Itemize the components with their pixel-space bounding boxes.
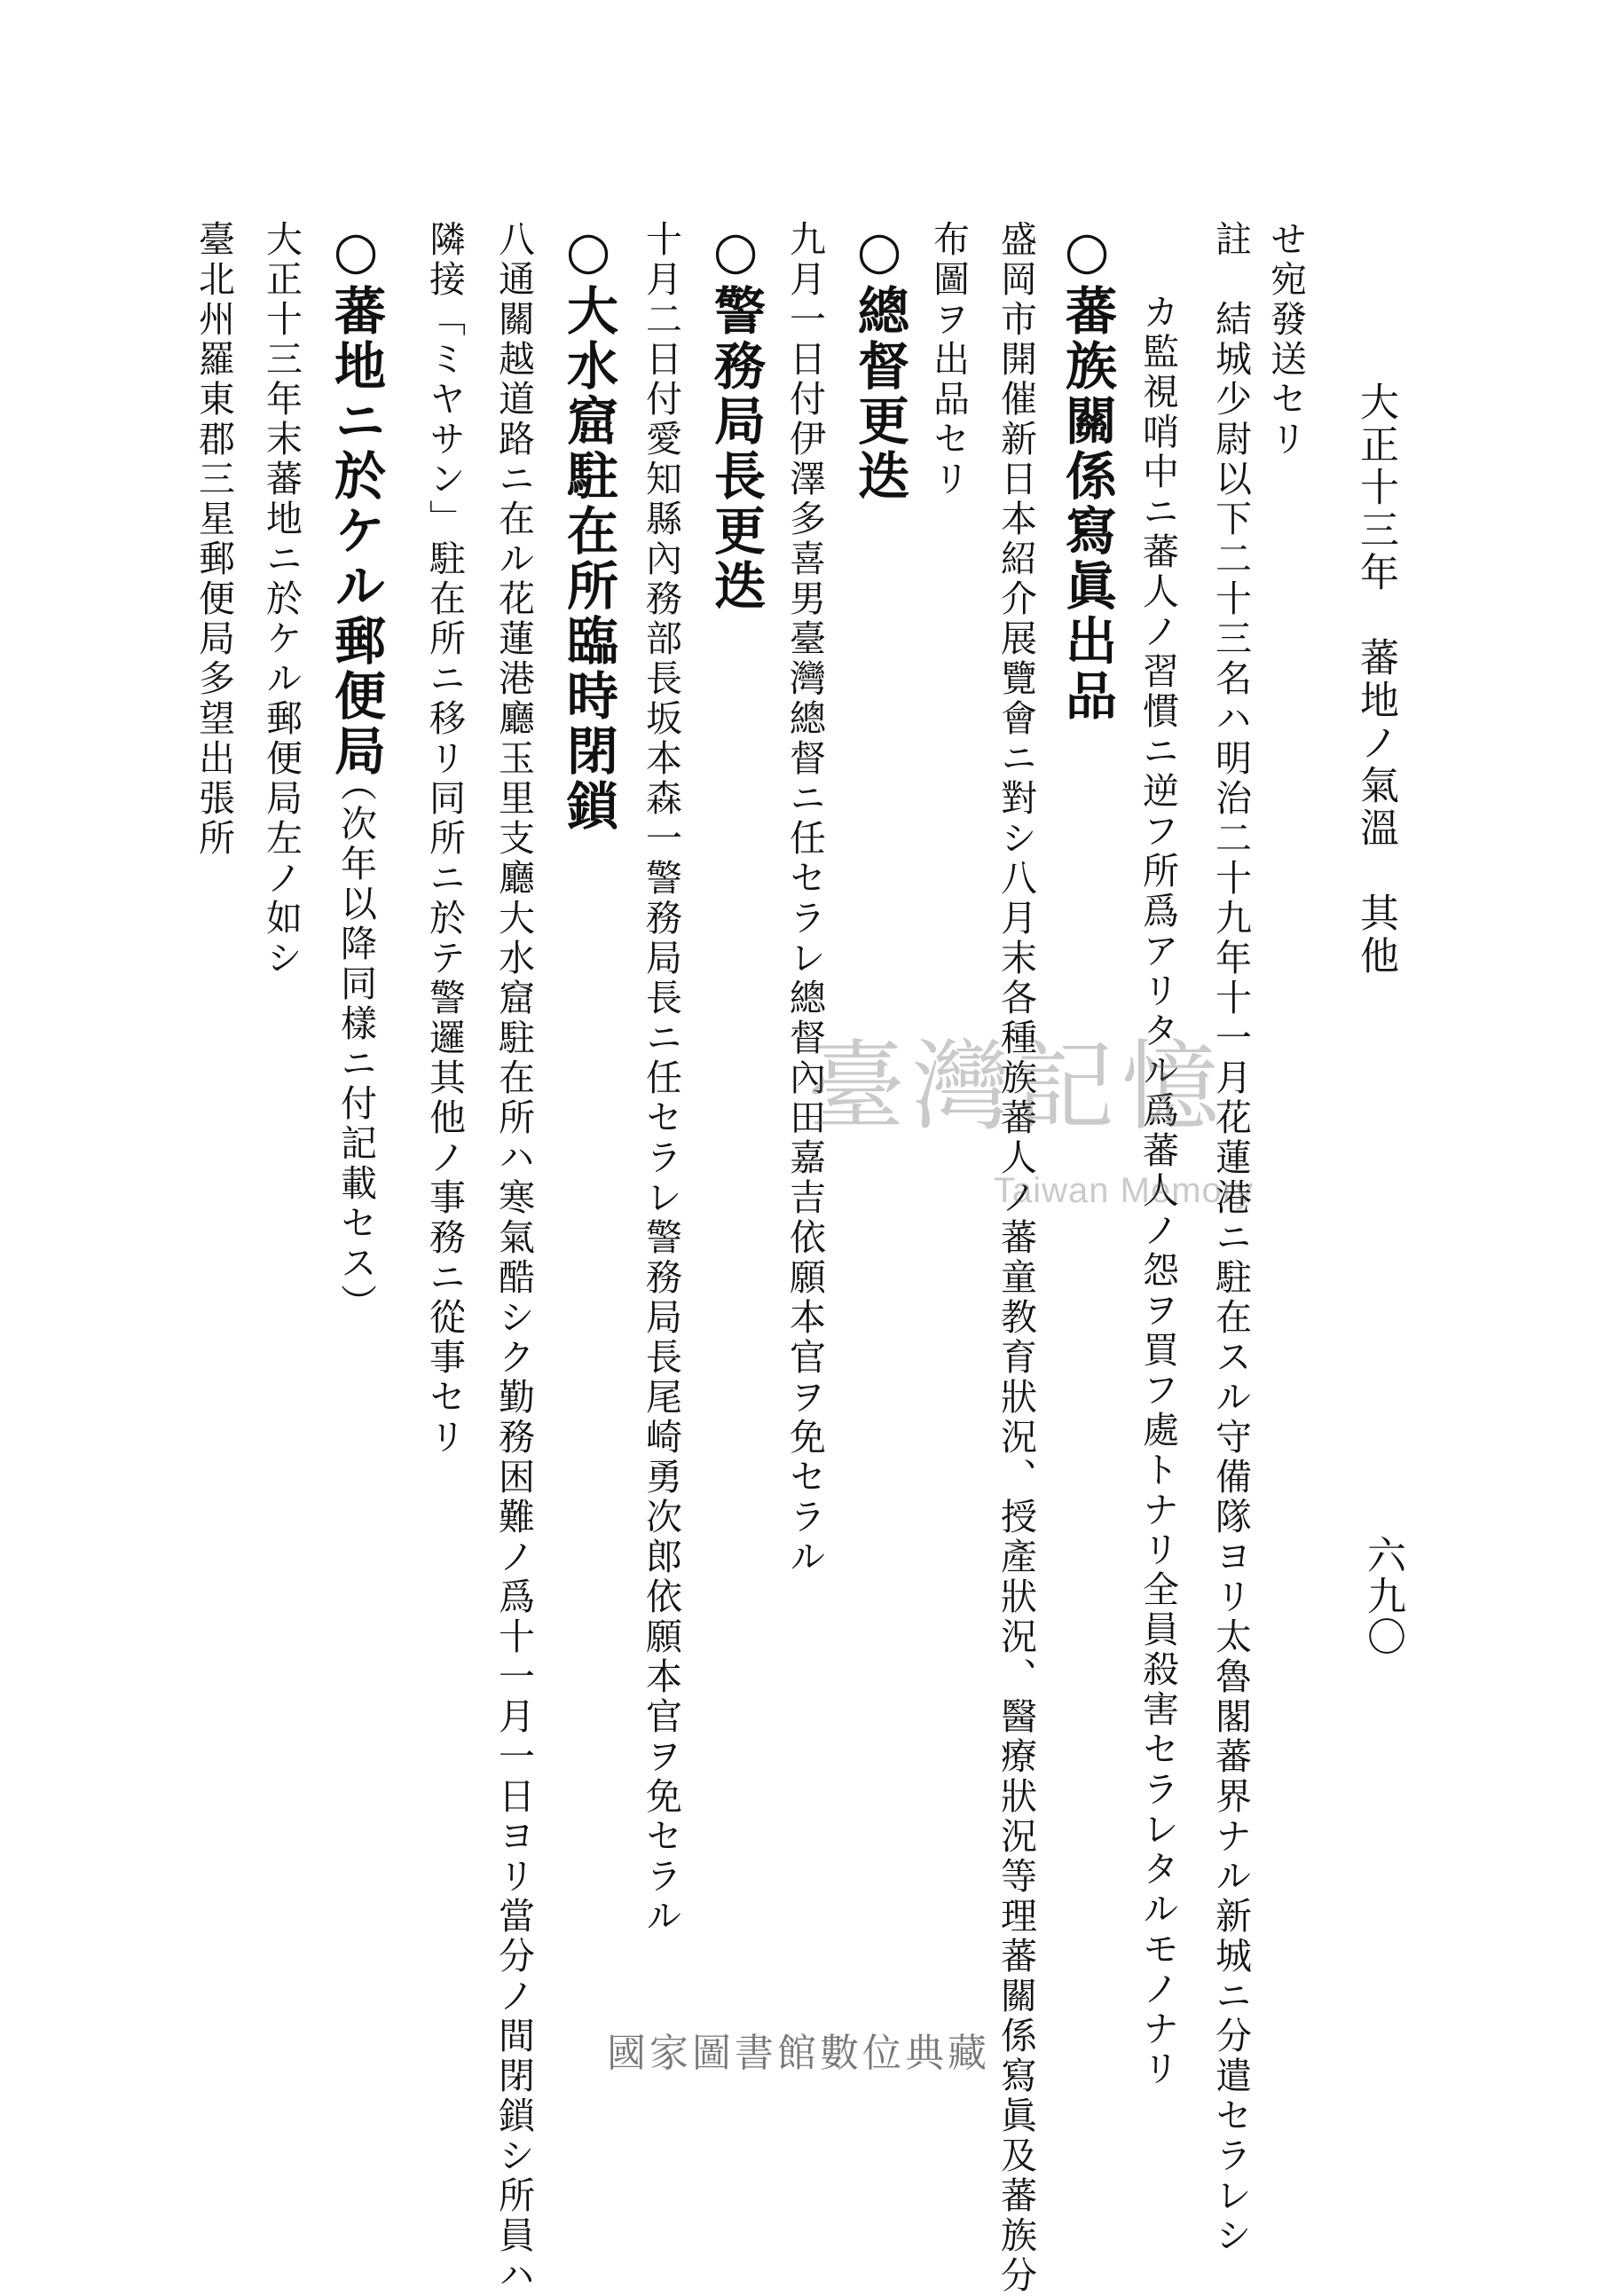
section-post-office-note: （次年以降同樣ニ付記載セス） <box>334 765 377 1324</box>
section-heading-post-office: ○蕃地ニ於ケル郵便局 <box>326 220 386 779</box>
watermark <box>807 1030 1304 1233</box>
section-police-chief-line-1: 十月二日付愛知縣內務部長坂本森一警務局長ニ任セラレ警務局長尾崎勇次郎依願本官ヲ免セラル <box>640 220 682 1937</box>
section-governor-line-1: 九月一日付伊澤多喜男臺灣總督ニ任セラレ總督內田嘉吉依願本官ヲ免セラル <box>783 220 826 1577</box>
continuation-line: せ宛發送セリ <box>1264 220 1307 460</box>
running-head: 大正十三年 蕃地ノ氣溫 其他 <box>1353 381 1398 978</box>
section-heading-governor: ○總督更迭 <box>849 220 909 504</box>
watermark-subtitle: Taiwan Memory <box>994 1171 1255 1210</box>
section-post-office-line-1: 大正十三年末蕃地ニ於ケル郵便局左ノ如シ <box>260 220 303 979</box>
watermark-title: 臺灣記憶 <box>807 1030 1226 1144</box>
footer-text: 國家圖書館數位典藏 <box>607 2031 990 2076</box>
section-heading-station-closure: ○大水窟駐在所臨時閉鎖 <box>558 220 618 834</box>
section-station-closure-line-2: 隣接「ミヤサン」駐在所ニ移リ同所ニ於テ警邏其他ノ事務ニ從事セリ <box>423 220 466 1458</box>
section-heading-police-chief: ○警務局長更迭 <box>705 220 766 614</box>
section-photo-exhibit-line-1: 盛岡市開催新日本紹介展覽會ニ對シ八月末各種族蕃人ノ蕃童教育狀況、授產狀況、醫療狀況等理蕃關係寫眞及蕃族分 <box>995 220 1037 2296</box>
page-number: 六九〇 <box>1360 1535 1405 1657</box>
section-station-closure-line-1: 八通關越道路ニ在ル花蓮港廳玉里支廳大水窟駐在所ハ寒氣酷シク勤務困難ノ爲十一月一日ヨリ當分ノ間閉鎖シ所員ハ <box>492 220 535 2296</box>
annotation-line-1: 註 結城少尉以下二十三名ハ明治二十九年十一月花蓮港ニ駐在スル守備隊ヨリ太魯閣蕃界ナル新城ニ分遣セラレシ <box>1209 220 1252 2256</box>
section-post-office-line-2: 臺北州羅東郡三星郵便局多望出張所 <box>193 220 235 859</box>
annotation-line-2: カ監視哨中ニ蕃人ノ習慣ニ逆フ所爲アリタル爲蕃人ノ怨ヲ買フ處トナリ全員殺害セラレタルモノナリ <box>1137 293 1179 2089</box>
section-photo-exhibit-line-2: 布圖ヲ出品セリ <box>927 220 970 499</box>
section-heading-photo-exhibit: ○蕃族關係寫眞出品 <box>1057 220 1117 724</box>
